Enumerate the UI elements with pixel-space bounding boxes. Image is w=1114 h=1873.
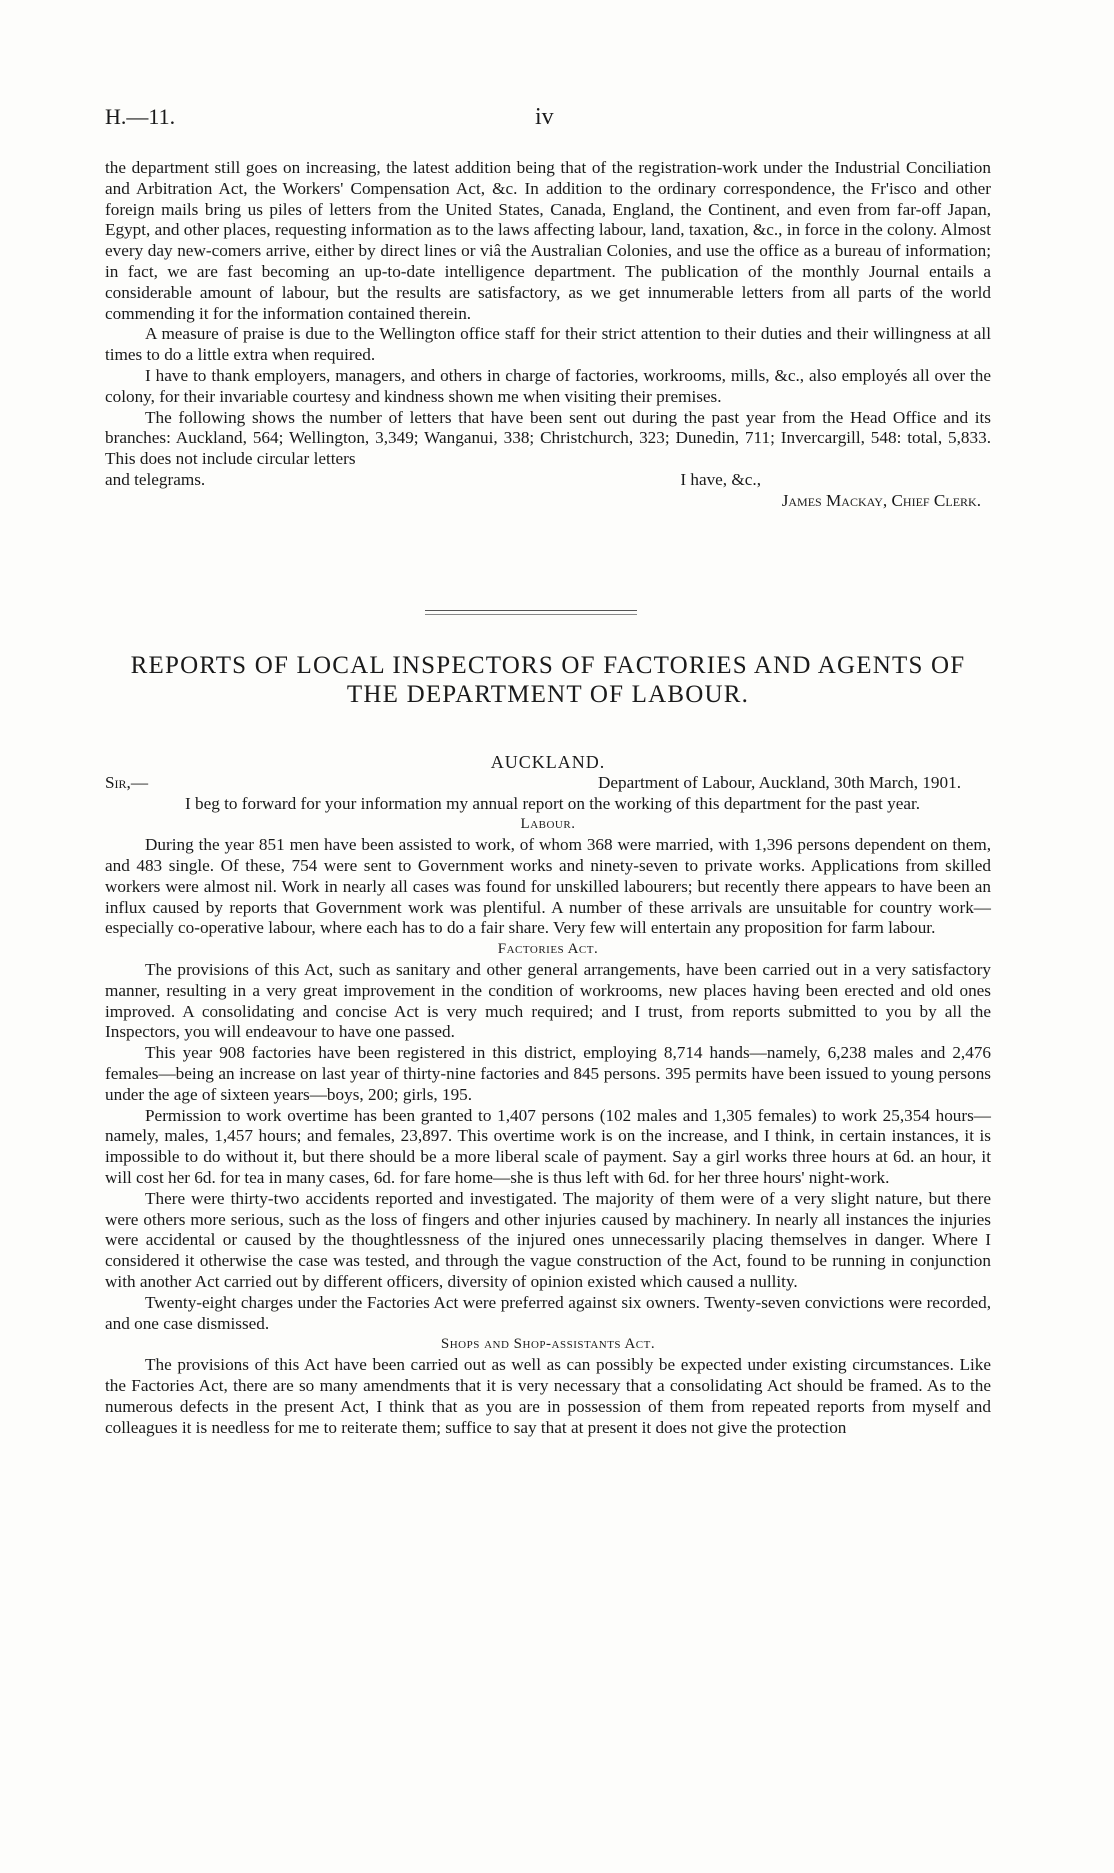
paragraph: The provisions of this Act, such as sanitary and other general arrangements, have been carried out in a very satisfactory manner, resulting in a very great improvement in the condition of workrooms, new places having been erected and old ones improved. A consolidating and concise Act is very much required; and I trust, from reports submitted to you by all the Inspectors, you will endeavour to have one passed. <box>105 959 991 1042</box>
salutation: Sir,— <box>105 772 149 792</box>
paragraph: There were thirty-two accidents reported and investigated. The majority of them were of a very slight nature, but there were others more serious, such as the loss of fingers and other injuries caused by machinery. In nearly all instances the injuries were accidental or caused by the thoughtlessness of the injured ones unnecessarily placing themselves in danger. Where I considered it otherwise the case was tested, and through the vague construction of the Act, found to be running in conjunction with another Act carried out by different officers, diversity of opinion existed which caused a nullity. <box>105 1188 991 1291</box>
labour-heading: Labour. <box>520 816 576 833</box>
main-title: REPORTS OF LOCAL INSPECTORS OF FACTORIES AND AGENTS OF THE DEPARTMENT OF LABOUR. <box>130 652 966 708</box>
paragraph: I have to thank employers, managers, and others in charge of factories, workrooms, mills, &c., also employés all over the colony, for their invariable courtesy and kindness shown me when visiting their premises. <box>105 365 991 406</box>
paragraph: A measure of praise is due to the Wellington office staff for their strict attention to their duties and their willingness at all times to do a little extra when required. <box>105 324 991 365</box>
auckland-report <box>105 752 991 1438</box>
closing-valediction: I have, &c., <box>680 469 761 489</box>
shops-act-heading: Shops and Shop-assistants Act. <box>440 1336 656 1353</box>
page-header <box>105 104 1009 134</box>
signature: James Mackay, Chief Clerk. <box>781 490 981 510</box>
paragraph: The following shows the number of letters that have been sent out during the past year from the Head Office and its branches: Auckland, 564; Wellington, 3,349; Wanganui, 338; Christchurch, 323; Dunedin, 711; Invercargill, 548: total, 5,833. This does not include circular letters <box>105 407 991 469</box>
paragraph: During the year 851 men have been assisted to work, of whom 368 were married, with 1,396 persons dependent on them, and 483 single. Of these, 754 were sent to Government works and ninety-seven to private works. Applications from skilled workers were almost nil. Work in nearly all cases was found for unskilled labourers; but recently there appears to have been an influx caused by reports that Government work was plentiful. A number of these arrivals are unsuitable for country work—especially co-operative labour, where each has to do a fair share. Very few will entertain any proposition for farm labour. <box>105 835 991 938</box>
paragraph: The provisions of this Act have been carried out as well as can possibly be expected under existing circumstances. Like the Factories Act, there are so many amendments that it is very necessary that a consolidating Act should be framed. As to the numerous defects in the present Act, I think that as you are in possession of them from repeated reports from myself and colleagues it is needless for me to reiterate them; suffice to say that at present it does not give the protection <box>105 1355 991 1437</box>
paragraph: Twenty-eight charges under the Factories Act were preferred against six owners. Twenty-seven convictions were recorded, and one case dismissed. <box>105 1292 991 1333</box>
closing-left: and telegrams. <box>105 469 206 489</box>
paragraph: This year 908 factories have been registered in this district, employing 8,714 hands—namely, 6,238 males and 2,476 females—being an increase on last year of thirty-nine factories and 845 persons. 395 permits have been issued to young persons under the age of sixteen years—boys, 200; girls, 195. <box>105 1043 991 1104</box>
chief-clerk-report-conclusion <box>105 158 991 512</box>
document-reference: H.—11. <box>105 104 176 129</box>
intro-paragraph: I beg to forward for your information my annual report on the working of this department for the past year. <box>185 793 921 813</box>
auckland-heading: AUCKLAND. <box>490 752 606 772</box>
dateline: Department of Labour, Auckland, 30th March, 1901. <box>597 772 961 792</box>
section-divider <box>425 610 637 615</box>
paragraph: the department still goes on increasing, the latest addition being that of the registration-work under the Industrial Conciliation and Arbitration Act, the Workers' Compensation Act, &c. In addition to the ordinary correspondence, the Fr'isco and other foreign mails bring us piles of letters from the United States, Canada, England, the Continent, and even from far-off Japan, Egypt, and other places, requesting information as to the laws affecting labour, land, taxation, &c., in force in the colony. Almost every day new-comers arrive, either by direct lines or viâ the Australian Colonies, and use the office as a bureau of information; in fact, we are fast becoming an up-to-date intelligence department. The publication of the monthly Journal entails a considerable amount of labour, but the results are satisfactory, as we get innumerable letters from all parts of the world commending it for the information contained therein. <box>105 158 991 323</box>
page-number: iv <box>535 104 554 130</box>
factories-act-heading: Factories Act. <box>497 941 599 958</box>
paragraph: Permission to work overtime has been granted to 1,407 persons (102 males and 1,305 females) to work 25,354 hours—namely, males, 1,457 hours; and females, 23,897. This overtime work is on the increase, and I think, in certain instances, it is impossible to do without it, but there should be a more liberal scale of payment. Say a girl works three hours at 6d. an hour, it will cost her 6d. for tea in many cases, 6d. for fare home—she is thus left with 6d. for her three hours' night-work. <box>105 1105 991 1187</box>
salutation-line <box>105 773 991 794</box>
closing-line <box>105 470 991 491</box>
